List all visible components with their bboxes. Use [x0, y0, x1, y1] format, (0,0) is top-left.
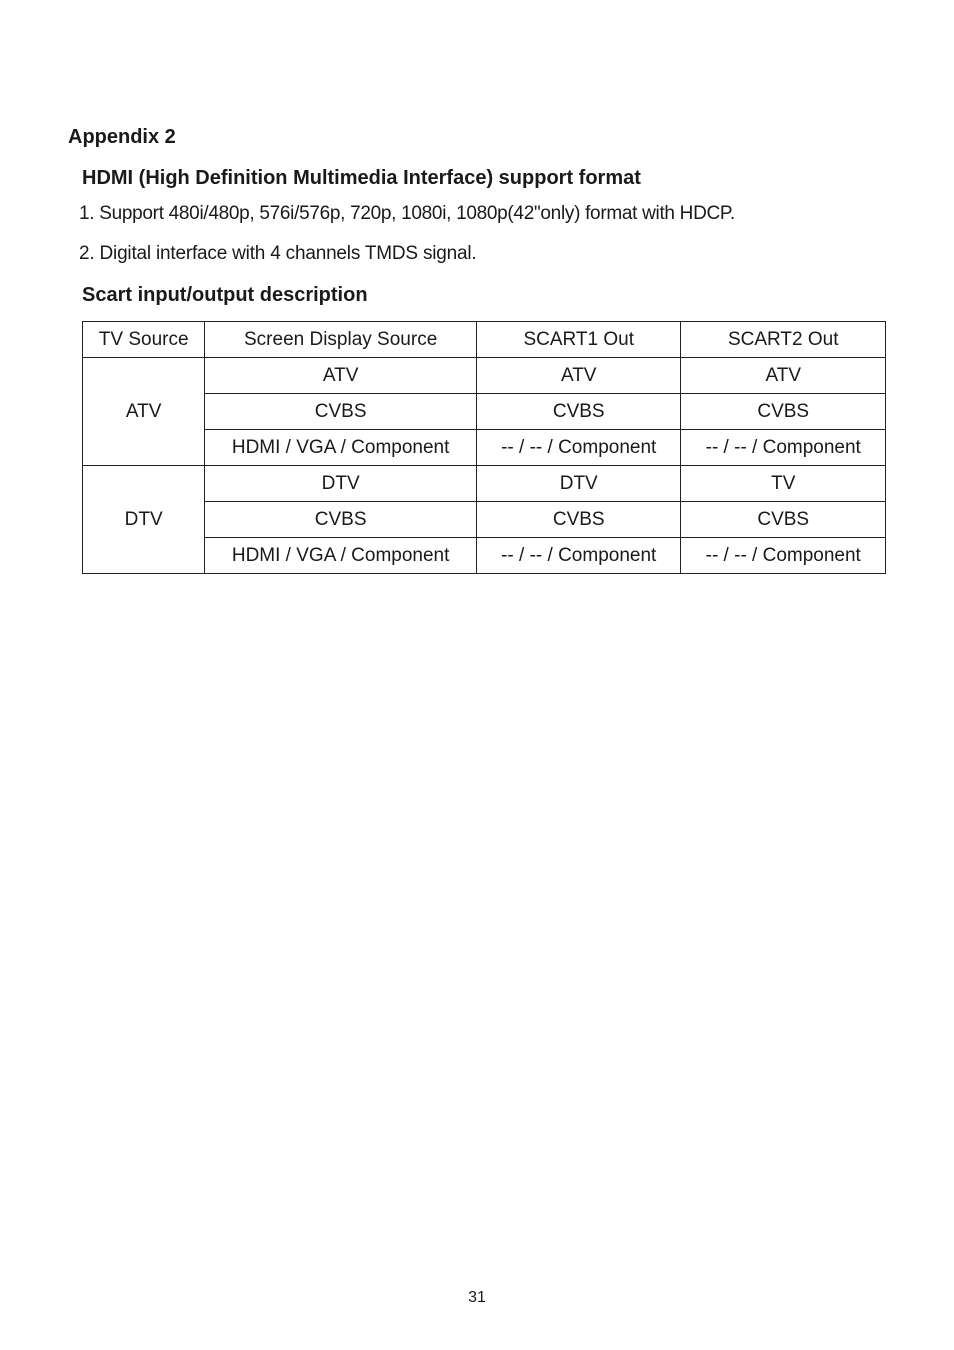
scart1-out-cell: ATV — [476, 358, 681, 394]
header-scart2-out: SCART2 Out — [681, 322, 886, 358]
header-scart1-out: SCART1 Out — [476, 322, 681, 358]
hdmi-list-item: 1. Support 480i/480p, 576i/576p, 720p, 1080i, 1080p(42"only) format with HDCP. — [79, 203, 735, 224]
hdmi-list-item: 2. Digital interface with 4 channels TMDS signal. — [79, 243, 477, 264]
scart2-out-cell: CVBS — [681, 502, 886, 538]
table-header-row — [83, 322, 886, 358]
scart1-out-cell: DTV — [476, 466, 681, 502]
scart2-out-cell: CVBS — [681, 394, 886, 430]
scart2-out-cell: -- / -- / Component — [681, 538, 886, 574]
scart1-out-cell: -- / -- / Component — [476, 538, 681, 574]
screen-display-source-cell: CVBS — [205, 394, 477, 430]
scart2-out-cell: -- / -- / Component — [681, 430, 886, 466]
screen-display-source-cell: DTV — [205, 466, 477, 502]
page-number: 31 — [468, 1289, 486, 1306]
screen-display-source-cell: CVBS — [205, 502, 477, 538]
table-row — [83, 358, 886, 394]
table-body — [83, 358, 886, 574]
scart1-out-cell: CVBS — [476, 394, 681, 430]
tv-source-cell: ATV — [83, 358, 205, 466]
table-row — [83, 466, 886, 502]
table-header — [83, 322, 886, 358]
scart2-out-cell: ATV — [681, 358, 886, 394]
scart-table — [82, 321, 886, 574]
scart1-out-cell: -- / -- / Component — [476, 430, 681, 466]
scart-section-heading: Scart input/output description — [82, 284, 368, 306]
header-tv-source: TV Source — [83, 322, 205, 358]
scart1-out-cell: CVBS — [476, 502, 681, 538]
hdmi-section-heading: HDMI (High Definition Multimedia Interface) support format — [82, 167, 641, 189]
screen-display-source-cell: ATV — [205, 358, 477, 394]
screen-display-source-cell: HDMI / VGA / Component — [205, 538, 477, 574]
appendix-title: Appendix 2 — [68, 126, 176, 148]
screen-display-source-cell: HDMI / VGA / Component — [205, 430, 477, 466]
tv-source-cell: DTV — [83, 466, 205, 574]
header-screen-display-source: Screen Display Source — [205, 322, 477, 358]
scart2-out-cell: TV — [681, 466, 886, 502]
